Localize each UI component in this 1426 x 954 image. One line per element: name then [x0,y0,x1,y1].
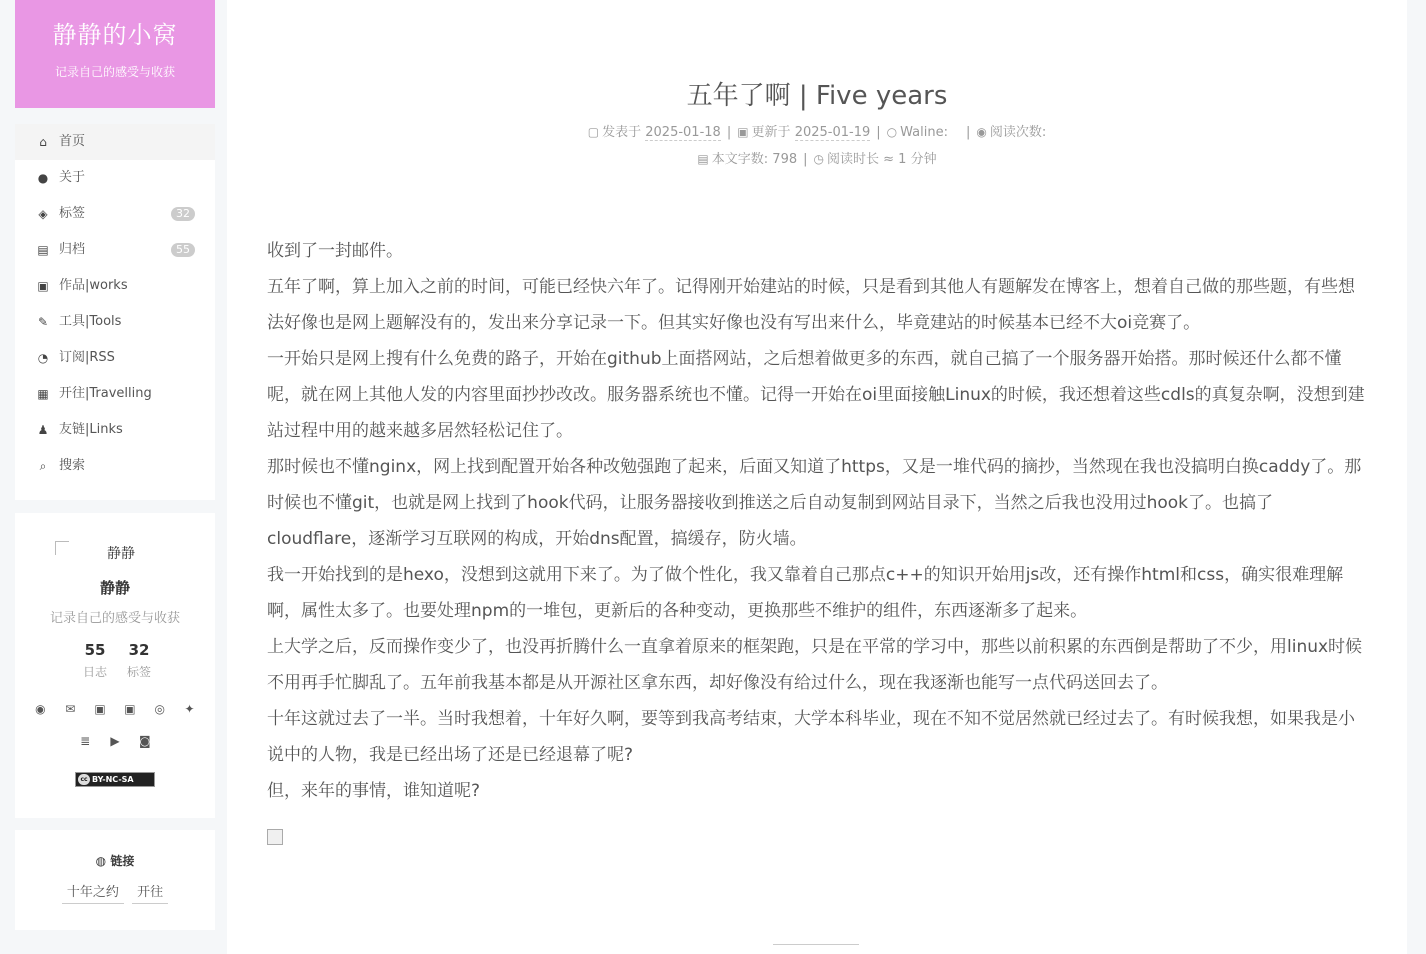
email-icon[interactable]: ✉ [65,702,76,716]
menu-item-links[interactable] [15,412,215,448]
meta-divider: | [803,152,808,167]
post-paragraph: 五年了啊，算上加入之前的时间，可能已经快六年了。记得刚开始建站的时候，只是看到其他人有题解发在博客上，想着自己做的那些题，有些想法好像也是网上题解没有的，发出来分享记录一下。但其实好像也没有写出来什么，毕竟建站的时候基本已经不大oi竞赛了。 [267,277,1355,333]
menu-item-label: 作品|works [59,278,128,293]
menu-item-tags[interactable] [15,196,215,232]
avatar-row [15,541,215,563]
author-stats [75,640,165,680]
stat-label: 日志 [82,665,107,679]
menu-item-works[interactable] [15,268,215,304]
menu-item-tools[interactable] [15,304,215,340]
post-paragraph: 那时候也不懂nginx，网上找到配置开始各种改勉强跑了起来，后面又知道了https，又是一堆代码的摘抄，当然现在我也没搞明白换caddy了。那时候也不懂git，也就是网上找到了hook代码，让服务器接收到推送之后自动复制到网站目录下，当然之后我也没用过hook了。也搞了cloudflare，逐渐学习互联网的构成，开始dns配置，搞缓存，防火墙。 [267,457,1362,549]
menu-item-label: 订阅|RSS [59,350,115,365]
post-paragraph: 收到了一封邮件。 [267,241,403,261]
menu-item-label: 开往|Travelling [59,386,152,401]
meta-divider: | [965,125,971,140]
post-main [227,0,1407,954]
cc-license-badge[interactable] [75,772,155,787]
eye-icon: ◉ [976,125,987,139]
images-icon: ▣ [37,279,49,293]
posted-label: 发表于 [602,125,642,140]
calendar-icon: ▢ [587,125,600,139]
post-end-divider [773,944,859,945]
updated-label: 更新于 [751,125,791,140]
train-icon: ▦ [37,387,49,401]
cc-icon: cc [78,774,90,785]
posted-date: 2025-01-18 [645,125,721,140]
menu-item-label: 关于 [59,170,86,185]
file-word-icon: ▤ [697,152,709,166]
stat-posts[interactable] [75,640,115,684]
menu-item-home[interactable] [15,124,215,160]
post-paragraph: 我一开始找到的是hexo，没想到这就用下来了。为了做个性化，我又靠着自己那点c++的知识开始用js改，还有操作html和css，确实很难理解啊，属性太多了。也要处理npm的一堆包，更新后的各种变动，更换那些不维护的组件，东西逐渐多了起来。 [267,565,1344,621]
post-meta-secondary [227,149,1407,170]
youtube-icon[interactable]: ▶ [110,734,120,748]
twitter-icon[interactable]: ✦ [184,702,195,716]
avatar-alt-text: 静静 [107,546,135,562]
search-icon: ⌕ [39,459,47,473]
home-icon: ⌂ [39,135,47,149]
user-icon: ● [37,171,49,185]
main-menu [15,124,215,500]
social-links-row-1 [15,702,215,716]
calendar-icon[interactable]: ▣ [124,702,136,716]
site-brand[interactable] [15,0,215,108]
github-icon[interactable]: ◉ [35,702,46,716]
post-paragraph: 一开始只是网上搜有什么免费的路子，开始在github上面搭网站，之后想着做更多的东西，就自己搞了一个服务器开始搭。那时候还什么都不懂呢，就在网上其他人发的内容里面抄抄改改。服务器系统也不懂。记得一开始在oi里面接触Linux的时候，我还想着这些cdls的真复杂啊，没想到建站过程中用的越来越多居然轻松记住了。 [267,349,1365,441]
stat-number: 55 [84,641,106,659]
menu-item-label: 标签 [59,206,86,221]
author-overview [15,513,215,818]
calendar-check-icon: ▣ [737,125,749,139]
instagram-icon[interactable]: ◙ [139,734,151,748]
link-item[interactable]: 十年之约 [62,881,124,904]
globe-icon: ◍ [95,854,111,868]
users-icon: ♟ [37,423,49,437]
links-block [15,830,215,930]
link-item[interactable]: 开往 [132,881,168,904]
wordcount-label: 本文字数: [711,152,769,167]
tags-count-badge: 32 [171,207,195,221]
rss-icon: ◔ [37,351,49,365]
weibo-icon[interactable]: ◎ [154,702,165,716]
readtime-value: 1 分钟 [898,152,937,167]
post-title: 五年了啊 | Five years [686,81,948,111]
author-name: 静静 [99,579,130,597]
menu-item-label: 搜索 [59,458,86,473]
menu-item-archives[interactable] [15,232,215,268]
post-paragraph: 十年这就过去了一半。当时我想着，十年好久啊，要等到我高考结束，大学本科毕业，现在不知不觉居然就已经过去了。有时候我想，如果我是小说中的人物，我是已经出场了还是已经退幕了呢? [267,709,1355,765]
post-paragraph: 上大学之后，反而操作变少了，也没再折腾什么一直拿着原来的框架跑，只是在平常的学习中，那些以前积累的东西倒是帮助了不少，用linux时候不用再手忙脚乱了。五年前我基本都是从开源社区拿东西，却好像没有给过什么，现在我逐渐也能写一点代码送回去了。 [267,637,1363,693]
meta-divider: | [726,125,732,140]
post-body [267,233,1367,809]
stat-label: 标签 [126,665,151,679]
menu-item-label: 工具|Tools [59,314,122,329]
archives-count-badge: 55 [171,243,195,257]
menu-item-rss[interactable] [15,340,215,376]
links-list [15,881,215,904]
readtime-label: 阅读时长 ≈ [827,152,895,167]
tags-icon: ◈ [38,207,48,221]
broken-image-icon [267,829,283,845]
stat-tags[interactable] [119,640,159,684]
comments-label[interactable]: Waline: [900,125,948,140]
post-meta-primary [227,122,1407,143]
wrench-icon: ✎ [37,315,49,329]
meta-divider: | [876,125,881,140]
archive-icon: ▤ [37,243,49,257]
calendar-icon[interactable]: ▣ [94,702,106,716]
avatar [55,541,69,555]
views-label: 阅读次数: [989,125,1047,140]
menu-item-travelling[interactable] [15,376,215,412]
site-subtitle: 记录自己的感受与收获 [54,65,175,79]
menu-item-label: 归档 [59,242,86,257]
menu-item-label: 友链|Links [59,422,123,437]
menu-item-label: 首页 [59,134,86,149]
social-links-row-2 [15,734,215,748]
license-label: BY-NC-SA [92,775,134,784]
stat-number: 32 [128,641,150,659]
menu-item-about[interactable] [15,160,215,196]
comment-icon: ○ [886,125,898,139]
updated-date: 2025-01-19 [794,125,871,140]
site-title[interactable]: 静静的小窝 [52,21,178,49]
links-title [15,852,215,869]
links-title-text: 链接 [110,854,135,868]
stack-icon[interactable]: ≣ [80,734,91,748]
clock-icon: ◷ [813,152,824,166]
wordcount-value: 798 [772,152,798,167]
menu-item-search[interactable] [15,448,215,484]
author-description: 记录自己的感受与收获 [49,611,180,626]
post-paragraph: 但，来年的事情，谁知道呢? [267,781,481,801]
